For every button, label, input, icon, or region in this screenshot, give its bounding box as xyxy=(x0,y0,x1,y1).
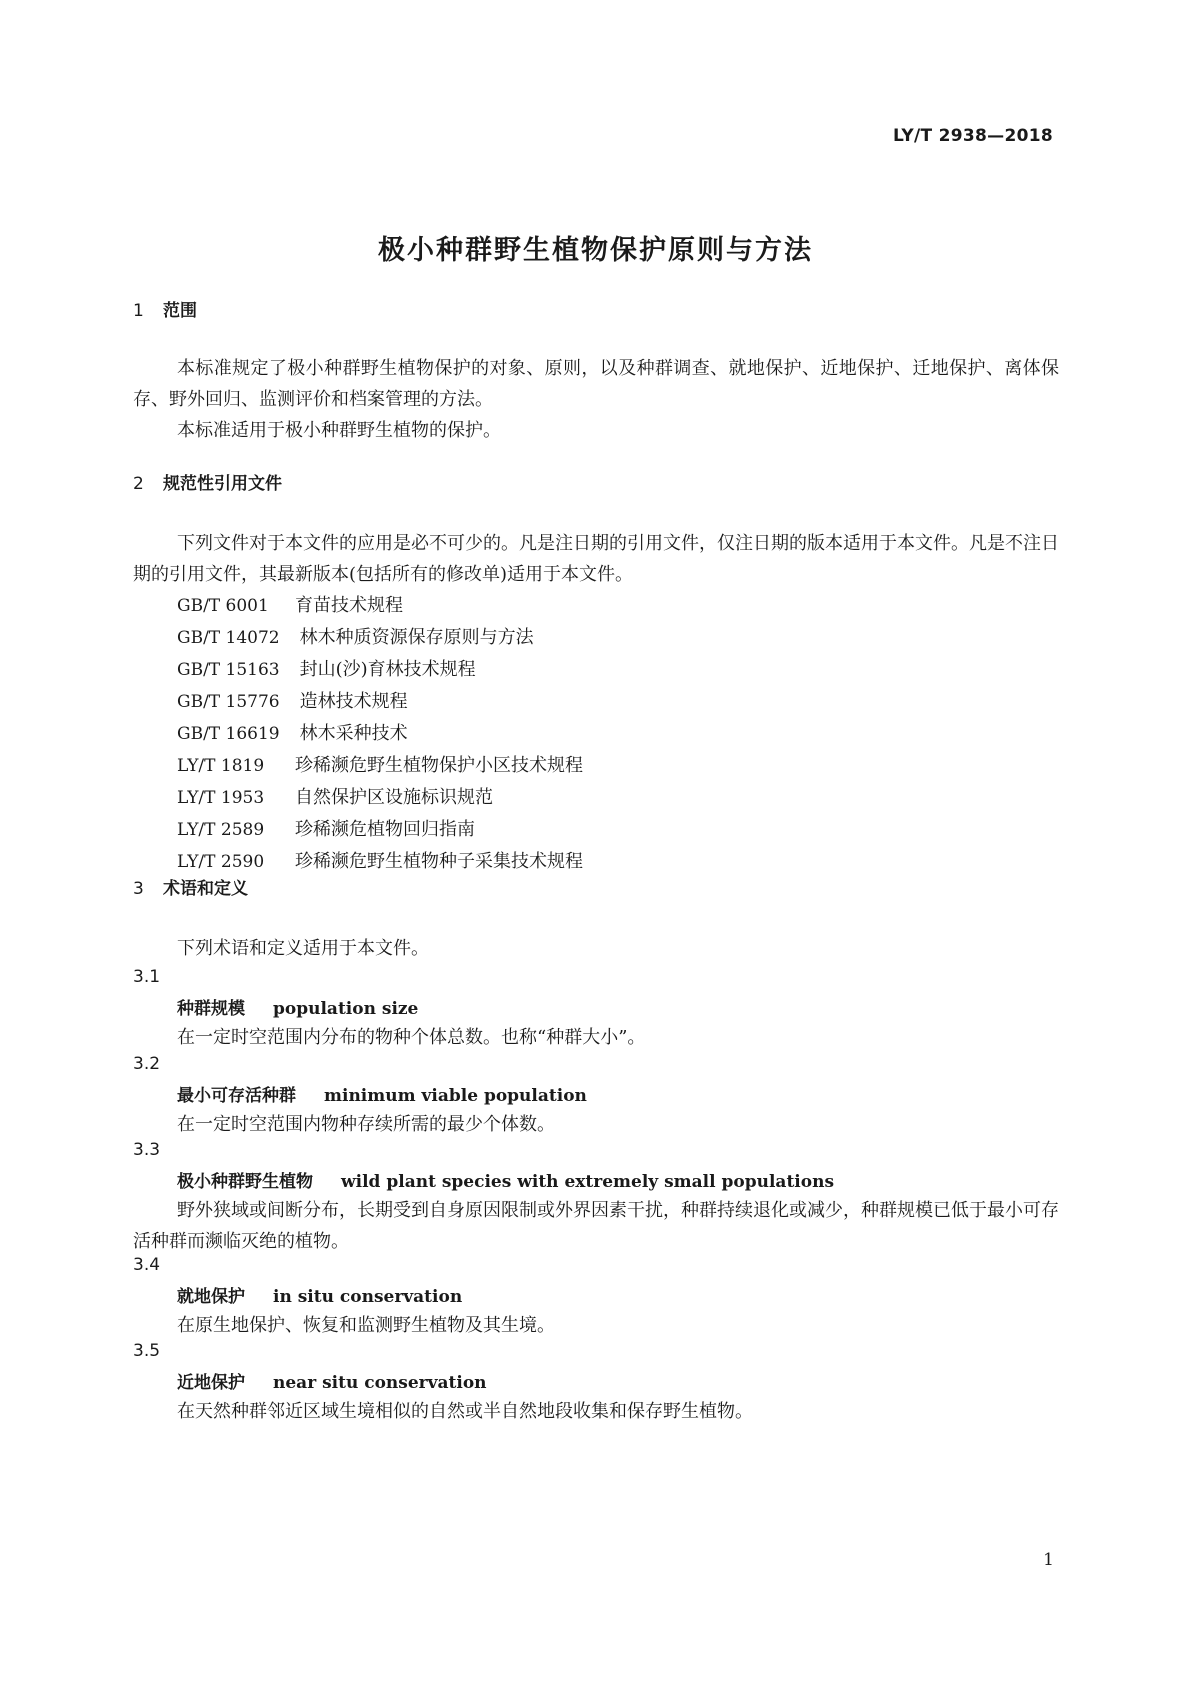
term-entry xyxy=(133,1340,1059,1427)
page-number: 1 xyxy=(1043,1550,1054,1570)
term-definition: 在一定时空范围内物种存续所需的最少个体数。 xyxy=(177,1114,555,1135)
reference-code: LY/T 2589 xyxy=(177,820,265,840)
section-2-heading xyxy=(133,473,1059,495)
reference-title: 林木种质资源保存原则与方法 xyxy=(299,627,534,648)
term-definition: 在一定时空范围内分布的物种个体总数。也称“种群大小”。 xyxy=(177,1027,646,1048)
section-number: 3 xyxy=(133,879,144,899)
reference-title: 自然保护区设施标识规范 xyxy=(295,787,493,808)
term-english: population size xyxy=(273,999,419,1019)
reference-item xyxy=(177,814,1059,846)
reference-title: 育苗技术规程 xyxy=(295,595,403,616)
reference-item xyxy=(177,590,1059,622)
term-chinese: 种群规模 xyxy=(177,999,245,1019)
reference-item xyxy=(177,782,1059,814)
term-chinese: 极小种群野生植物 xyxy=(177,1172,313,1192)
section-title: 规范性引用文件 xyxy=(163,474,282,494)
term-number: 3.1 xyxy=(133,967,161,987)
section-number: 2 xyxy=(133,474,144,494)
reference-title: 珍稀濒危植物回归指南 xyxy=(295,819,475,840)
reference-title: 珍稀濒危野生植物保护小区技术规程 xyxy=(295,755,583,776)
term-chinese: 最小可存活种群 xyxy=(177,1086,296,1106)
term-english: wild plant species with extremely small populations xyxy=(341,1172,835,1192)
term-english: near situ conservation xyxy=(273,1373,487,1393)
reference-item xyxy=(177,846,1059,878)
reference-code: GB/T 15163 xyxy=(177,660,280,680)
term-chinese: 就地保护 xyxy=(177,1287,245,1307)
paragraph: 下列文件对于本文件的应用是必不可少的。凡是注日期的引用文件，仅注日期的版本适用于本文件。凡是不注日期的引用文件，其最新版本(包括所有的修改单)适用于本文件。 xyxy=(133,533,1059,585)
reference-code: GB/T 16619 xyxy=(177,724,280,744)
reference-code: GB/T 6001 xyxy=(177,596,269,616)
reference-title: 林木采种技术 xyxy=(299,723,408,744)
term-number: 3.4 xyxy=(133,1255,161,1275)
term-entry xyxy=(133,1139,1059,1257)
section-1-heading xyxy=(133,300,1059,322)
term-definition: 在原生地保护、恢复和监测野生植物及其生境。 xyxy=(177,1315,555,1336)
paragraph: 本标准适用于极小种群野生植物的保护。 xyxy=(177,420,501,441)
reference-item xyxy=(177,622,1059,654)
reference-item xyxy=(177,654,1059,686)
section-2-body xyxy=(133,528,1059,878)
term-number: 3.5 xyxy=(133,1341,161,1361)
term-entry xyxy=(133,966,1059,1053)
reference-code: LY/T 2590 xyxy=(177,852,265,872)
normative-references-list xyxy=(133,590,1059,878)
reference-code: GB/T 15776 xyxy=(177,692,280,712)
standard-code: LY/T 2938—2018 xyxy=(892,126,1053,146)
reference-title: 封山(沙)育林技术规程 xyxy=(299,659,476,680)
term-chinese: 近地保护 xyxy=(177,1373,245,1393)
section-number: 1 xyxy=(133,301,144,321)
reference-code: LY/T 1819 xyxy=(177,756,265,776)
section-title: 术语和定义 xyxy=(163,879,248,899)
term-entry xyxy=(133,1254,1059,1341)
document-title: 极小种群野生植物保护原则与方法 xyxy=(378,235,813,266)
term-entry xyxy=(133,1053,1059,1140)
section-1-body xyxy=(133,353,1059,446)
reference-code: LY/T 1953 xyxy=(177,788,265,808)
term-number: 3.2 xyxy=(133,1054,161,1074)
paragraph: 本标准规定了极小种群野生植物保护的对象、原则，以及种群调查、就地保护、近地保护、迁地保护、离体保存、野外回归、监测评价和档案管理的方法。 xyxy=(133,358,1059,410)
paragraph: 下列术语和定义适用于本文件。 xyxy=(177,938,429,959)
reference-code: GB/T 14072 xyxy=(177,628,280,648)
reference-item xyxy=(177,718,1059,750)
term-number: 3.3 xyxy=(133,1140,161,1160)
term-definition: 野外狭域或间断分布，长期受到自身原因限制或外界因素干扰，种群持续退化或减少，种群规模已低于最小可存活种群而濒临灭绝的植物。 xyxy=(133,1200,1059,1252)
reference-title: 造林技术规程 xyxy=(299,691,408,712)
reference-title: 珍稀濒危野生植物种子采集技术规程 xyxy=(295,851,583,872)
reference-item xyxy=(177,686,1059,718)
term-definition: 在天然种群邻近区域生境相似的自然或半自然地段收集和保存野生植物。 xyxy=(177,1401,753,1422)
section-3-heading xyxy=(133,878,1059,900)
section-title: 范围 xyxy=(163,301,197,321)
term-english: minimum viable population xyxy=(324,1086,587,1106)
section-3-intro xyxy=(133,933,1059,964)
term-english: in situ conservation xyxy=(273,1287,463,1307)
reference-item xyxy=(177,750,1059,782)
